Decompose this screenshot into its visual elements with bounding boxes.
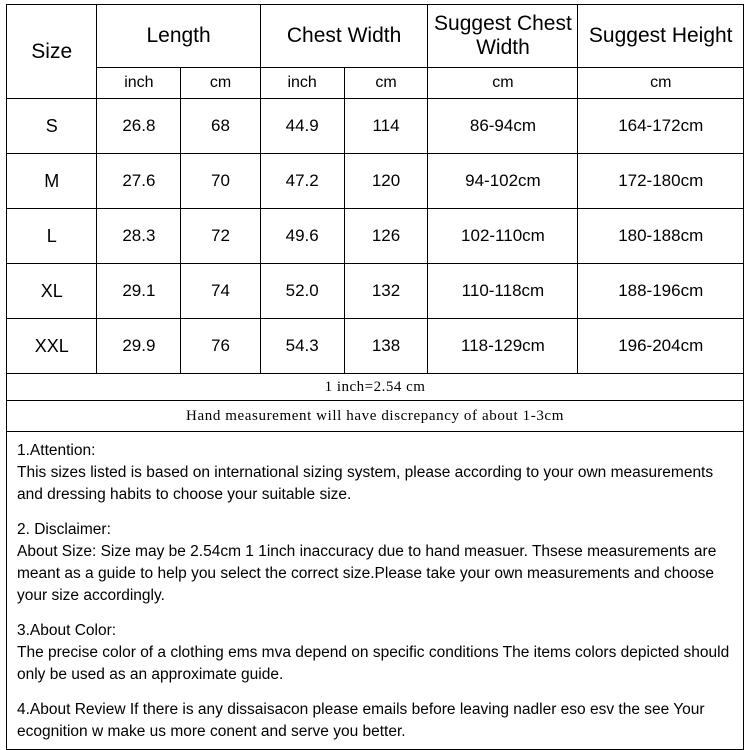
disclaimer-body: About Size: Size may be 2.54cm 1 1inch inaccuracy due to hand measuer. Thsese measurements are meant as a guide to help you select the correct size.Please take your own measurements and choose your size accordingly. <box>17 543 717 604</box>
cell-size: L <box>7 209 97 264</box>
cell-chest-cm: 138 <box>344 319 428 374</box>
table-unit-row <box>7 68 744 99</box>
cell-suggest-height: 164-172cm <box>578 99 744 154</box>
cell-chest-inch: 44.9 <box>260 99 344 154</box>
cell-chest-inch: 54.3 <box>260 319 344 374</box>
header-chest-width: Chest Width <box>260 5 428 68</box>
cell-size: S <box>7 99 97 154</box>
cell-length-inch: 29.1 <box>97 264 181 319</box>
cell-chest-inch: 47.2 <box>260 154 344 209</box>
disclaimer-title: 2. Disclaimer: <box>17 521 111 538</box>
cell-suggest-chest: 118-129cm <box>428 319 578 374</box>
unit-length-cm: cm <box>181 68 260 99</box>
unit-chest-inch: inch <box>260 68 344 99</box>
review-body: 4.About Review If there is any dissaisacon please emails before leaving nadler eso esv the see Your ecognition w make us more conent and serve you better. <box>17 701 705 740</box>
cell-chest-cm: 114 <box>344 99 428 154</box>
discrepancy-note-row <box>7 401 744 432</box>
cell-length-inch: 27.6 <box>97 154 181 209</box>
table-row <box>7 319 744 374</box>
unit-suggest-chest-cm: cm <box>428 68 578 99</box>
cell-size: M <box>7 154 97 209</box>
cell-length-inch: 28.3 <box>97 209 181 264</box>
cell-suggest-height: 172-180cm <box>578 154 744 209</box>
cell-suggest-height: 196-204cm <box>578 319 744 374</box>
header-suggest-height: Suggest Height <box>578 5 744 68</box>
header-size: Size <box>7 5 97 99</box>
conversion-note-row <box>7 374 744 401</box>
cell-length-cm: 70 <box>181 154 260 209</box>
cell-length-cm: 74 <box>181 264 260 319</box>
cell-size: XXL <box>7 319 97 374</box>
cell-chest-cm: 120 <box>344 154 428 209</box>
notes-spacer <box>17 607 733 620</box>
table-row <box>7 209 744 264</box>
cell-length-cm: 68 <box>181 99 260 154</box>
size-table <box>6 4 744 432</box>
table-row <box>7 154 744 209</box>
header-suggest-chest-width: Suggest Chest Width <box>428 5 578 68</box>
header-length: Length <box>97 5 260 68</box>
cell-suggest-chest: 110-118cm <box>428 264 578 319</box>
cell-suggest-height: 180-188cm <box>578 209 744 264</box>
unit-length-inch: inch <box>97 68 181 99</box>
notes-spacer <box>17 686 733 699</box>
color-title: 3.About Color: <box>17 622 117 639</box>
cell-chest-cm: 126 <box>344 209 428 264</box>
cell-suggest-height: 188-196cm <box>578 264 744 319</box>
color-body: The precise color of a clothing ems mva depend on specific conditions The items colors depicted should only be used as an approximate guide. <box>17 644 730 683</box>
cell-length-cm: 76 <box>181 319 260 374</box>
attention-title: 1.Attention: <box>17 442 96 459</box>
notes-spacer <box>17 506 733 519</box>
table-header-row <box>7 5 744 68</box>
cell-suggest-chest: 94-102cm <box>428 154 578 209</box>
conversion-note: 1 inch=2.54 cm <box>7 374 744 401</box>
cell-suggest-chest: 86-94cm <box>428 99 578 154</box>
attention-body: This sizes listed is based on international sizing system, please according to your own measurements and dressing habits to choose your suitable size. <box>17 464 714 503</box>
cell-chest-inch: 49.6 <box>260 209 344 264</box>
cell-suggest-chest: 102-110cm <box>428 209 578 264</box>
cell-length-inch: 26.8 <box>97 99 181 154</box>
cell-length-cm: 72 <box>181 209 260 264</box>
unit-suggest-height-cm: cm <box>578 68 744 99</box>
cell-size: XL <box>7 264 97 319</box>
cell-chest-cm: 132 <box>344 264 428 319</box>
discrepancy-note: Hand measurement will have discrepancy of about 1-3cm <box>7 401 744 432</box>
table-row <box>7 264 744 319</box>
cell-chest-inch: 52.0 <box>260 264 344 319</box>
unit-chest-cm: cm <box>344 68 428 99</box>
notes-panel <box>6 432 744 750</box>
cell-length-inch: 29.9 <box>97 319 181 374</box>
table-row <box>7 99 744 154</box>
